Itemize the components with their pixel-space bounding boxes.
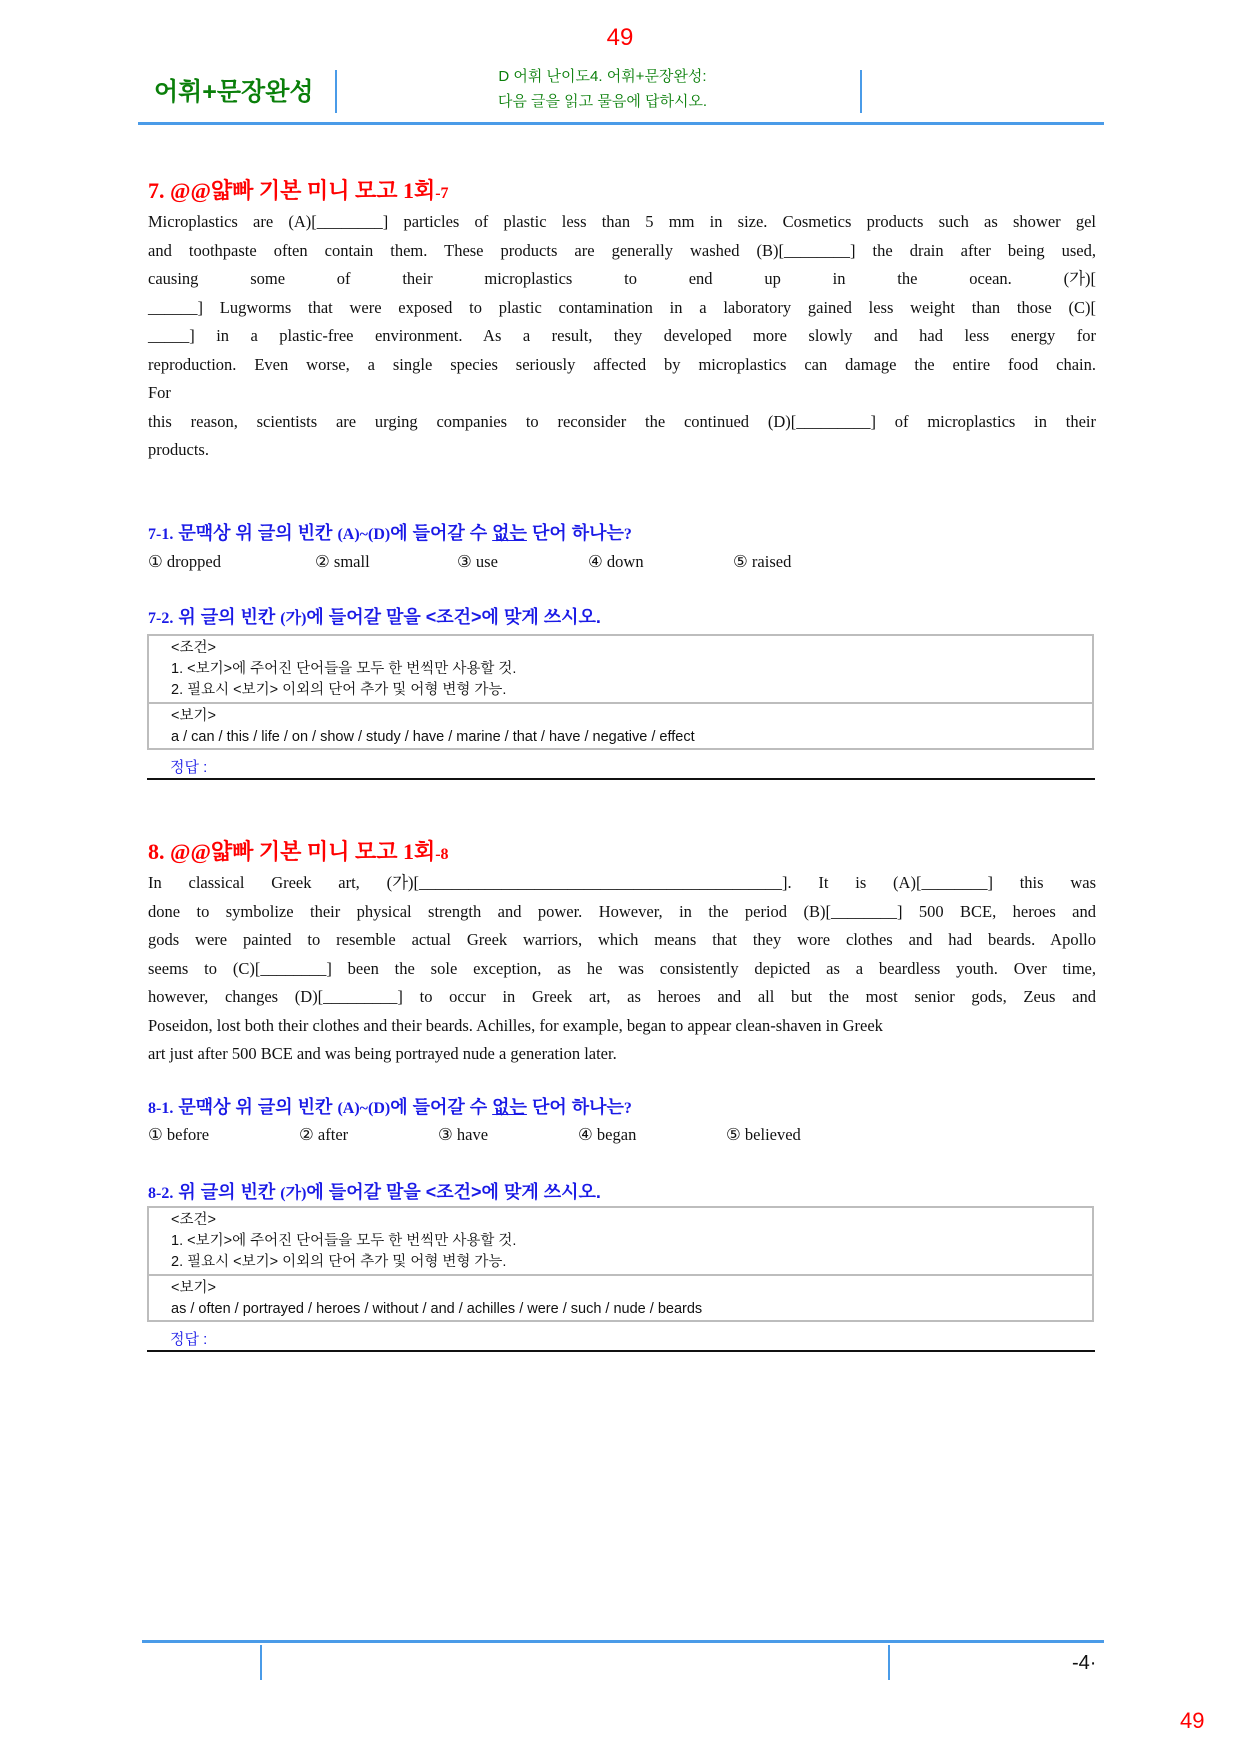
word-bank: as / often / portrayed / heroes / without / and / achilles / were / such / nude / beards (171, 1301, 703, 1317)
choice-label: small (333, 552, 370, 571)
passage-line: done to symbolize their physical strength and power. However, in the period (B)[________] 500 BCE, heroes and (148, 901, 1096, 921)
choice-number: ② (299, 1125, 314, 1144)
choice-7-1-3[interactable] (457, 552, 498, 572)
passage-line: Poseidon, lost both their clothes and their beards. Achilles, for example, began to appear clean-shaven in Greek (148, 1015, 883, 1035)
section-8-title-main: 8. @@얇빠 기본 미니 모고 1회 (148, 839, 436, 864)
question-number: 7-1. (148, 526, 174, 543)
conditions-section (149, 1208, 1092, 1274)
question-8-2-title (148, 1178, 601, 1204)
blank-ga-ref: (가) (280, 610, 307, 627)
choice-number: ① (148, 1125, 163, 1144)
condition-1: 1. <보기>에 주어진 단어들을 모두 한 번씩만 사용할 것. (171, 1233, 517, 1249)
footer-divider-left (260, 1645, 262, 1680)
choice-number: ④ (588, 552, 603, 571)
conditions-heading: <조건> (171, 1212, 216, 1228)
question-text: 위 글의 빈칸 (178, 1182, 281, 1202)
question-number: 8-2. (148, 1185, 174, 1202)
blank-ga-ref: (가) (280, 1185, 307, 1202)
blank-range: (A)~(D) (337, 526, 391, 543)
choice-number: ③ (438, 1125, 453, 1144)
choice-label: before (166, 1125, 210, 1144)
choice-7-1-5[interactable] (733, 552, 791, 572)
choice-label: have (456, 1125, 489, 1144)
passage-line: causing some of their microplastics to end up in the ocean. (가)[ (148, 269, 1096, 288)
section-8-passage (148, 869, 1096, 1069)
header-rule (138, 122, 1104, 125)
question-text: 에 들어갈 수 (390, 1097, 493, 1117)
footer-rule (142, 1640, 1104, 1643)
header-instruction-line1: D 어휘 난이도4. 어휘+문장완성: (498, 68, 707, 85)
word-bank-section (149, 1274, 1092, 1320)
passage-line: gods were painted to resemble actual Greek warriors, which means that they wore clothes and had beards. Apollo (148, 930, 1096, 949)
choice-label: dropped (166, 552, 221, 571)
footer-divider-right (888, 1645, 890, 1680)
condition-1: 1. <보기>에 주어진 단어들을 모두 한 번씩만 사용할 것. (171, 661, 517, 677)
choice-number: ⑤ (733, 552, 748, 571)
choice-number: ① (148, 552, 163, 571)
question-text: 단어 하나는 (526, 523, 624, 543)
passage-line: reproduction. Even worse, a single species seriously affected by microplastics can damage the entire food chain. (148, 354, 1096, 374)
section-7-passage (148, 208, 1096, 465)
section-8-title (148, 835, 449, 866)
question-text: 단어 하나는 (526, 1097, 624, 1117)
choice-number: ② (315, 552, 330, 571)
answer-rule-7 (147, 778, 1095, 780)
word-bank-section (149, 702, 1092, 748)
answer-label-7: 정답 : (170, 759, 208, 776)
header-divider-right (860, 70, 862, 113)
answer-field-8[interactable] (215, 1326, 1095, 1348)
header-instructions (345, 64, 860, 114)
answer-label-8: 정답 : (170, 1331, 208, 1348)
question-number: 8-1. (148, 1100, 174, 1117)
condition-2: 2. 필요시 <보기> 이외의 단어 추가 및 어형 변형 가능. (171, 682, 507, 698)
passage-line: _____] in a plastic-free environment. As a result, they developed more slowly and had less energy for (148, 326, 1096, 345)
conditions-box-8 (147, 1206, 1094, 1322)
passage-line: For (148, 383, 171, 402)
choice-number: ⑤ (726, 1125, 741, 1144)
word-bank-heading: <보기> (171, 708, 216, 724)
choice-label: believed (744, 1125, 801, 1144)
conditions-section (149, 636, 1092, 702)
choice-number: ③ (457, 552, 472, 571)
question-emphasis: 없는 (492, 1097, 527, 1117)
page-number-top: 49 (606, 24, 634, 51)
conditions-box-7 (147, 634, 1094, 750)
question-7-2-title (148, 603, 601, 629)
choice-8-1-3[interactable] (438, 1125, 488, 1145)
question-7-1-title (148, 519, 632, 545)
passage-line: seems to (C)[________] been the sole exception, as he was consistently depicted as a beardless youth. Over time, (148, 958, 1096, 978)
passage-line: art just after 500 BCE and was being portrayed nude a generation later. (148, 1044, 617, 1063)
choice-8-1-4[interactable] (578, 1125, 636, 1145)
header-divider-left (335, 70, 337, 113)
question-mark: ? (623, 526, 632, 543)
question-text: 에 들어갈 수 (390, 523, 493, 543)
question-number: 7-2. (148, 610, 174, 627)
conditions-heading: <조건> (171, 640, 216, 656)
section-7-title-main: 7. @@얇빠 기본 미니 모고 1회 (148, 178, 436, 203)
blank-range: (A)~(D) (337, 1100, 391, 1117)
passage-line: and toothpaste often contain them. These products are generally washed (B)[________] the drain after being used, (148, 240, 1096, 260)
header-title: 어휘+문장완성 (154, 78, 314, 106)
choice-8-1-2[interactable] (299, 1125, 348, 1145)
question-emphasis: 없는 (492, 523, 527, 543)
question-text: 에 들어갈 말을 <조건>에 맞게 쓰시오. (306, 1182, 601, 1202)
passage-line: Microplastics are (A)[________] particles of plastic less than 5 mm in size. Cosmetics products such as shower gel (148, 212, 1096, 231)
choice-number: ④ (578, 1125, 593, 1144)
question-text: 문맥상 위 글의 빈칸 (178, 523, 338, 543)
condition-2: 2. 필요시 <보기> 이외의 단어 추가 및 어형 변형 가능. (171, 1254, 507, 1270)
choice-label: down (606, 552, 644, 571)
word-bank-heading: <보기> (171, 1280, 216, 1296)
choice-7-1-4[interactable] (588, 552, 644, 572)
choice-7-1-2[interactable] (315, 552, 370, 572)
header-instruction-line2: 다음 글을 읽고 물음에 답하시오. (497, 93, 708, 110)
passage-line: products. (148, 440, 209, 459)
question-mark: ? (623, 1100, 632, 1117)
question-text: 문맥상 위 글의 빈칸 (178, 1097, 338, 1117)
question-text: 에 들어갈 말을 <조건>에 맞게 쓰시오. (306, 607, 601, 627)
passage-line: ______] Lugworms that were exposed to plastic contamination in a laboratory gained less weight than those (C)[ (148, 297, 1096, 317)
section-7-title-suffix: -7 (435, 185, 449, 202)
word-bank: a / can / this / life / on / show / study / have / marine / that / have / negative / effect (171, 729, 695, 745)
footer-page-label: -4· (1072, 1652, 1097, 1674)
choice-7-1-1[interactable] (148, 552, 221, 572)
section-8-title-suffix: -8 (435, 846, 449, 863)
passage-line: this reason, scientists are urging companies to reconsider the continued (D)[_________] of microplastics in their (148, 411, 1096, 431)
passage-line: In classical Greek art, (가)[____________________________________________]. It is (A)[________] this was (148, 873, 1096, 892)
choice-label: use (475, 552, 498, 571)
choice-label: after (317, 1125, 349, 1144)
choice-8-1-1[interactable] (148, 1125, 209, 1145)
page-number-bottom: 49 (1180, 1708, 1205, 1733)
passage-line: however, changes (D)[_________] to occur in Greek art, as heroes and all but the most senior gods, Zeus and (148, 987, 1096, 1006)
question-8-1-title (148, 1093, 632, 1119)
question-text: 위 글의 빈칸 (178, 607, 281, 627)
answer-rule-8 (147, 1350, 1095, 1352)
choice-label: raised (751, 552, 792, 571)
answer-field-7[interactable] (215, 754, 1095, 776)
section-7-title (148, 174, 449, 205)
choice-label: began (596, 1125, 637, 1144)
choice-8-1-5[interactable] (726, 1125, 801, 1145)
